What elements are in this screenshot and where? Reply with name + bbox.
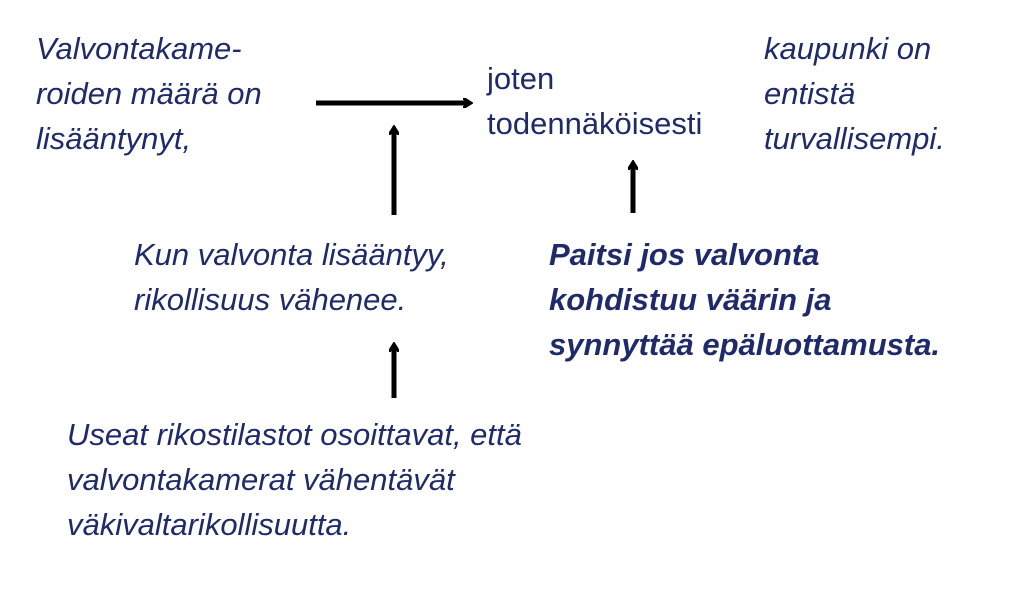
- data-line: lisääntynyt,: [36, 121, 192, 156]
- backing-node: [67, 412, 522, 547]
- rebuttal-line: Paitsi jos valvonta: [549, 237, 820, 272]
- conclusion-line: turvallisempi.: [764, 121, 945, 156]
- rebuttal-node: [549, 232, 940, 367]
- qualifier-node: [487, 56, 702, 146]
- data-line: Valvontakame-: [36, 31, 242, 66]
- data-node: [36, 26, 262, 161]
- qualifier-line: todennäköisesti: [487, 106, 703, 141]
- conclusion-line: kaupunki on: [764, 31, 932, 66]
- backing-line: valvontakamerat vähentävät: [67, 462, 455, 497]
- warrant-line: Kun valvonta lisääntyy,: [134, 237, 449, 272]
- backing-line: väkivaltarikollisuutta.: [67, 507, 352, 542]
- rebuttal-line: kohdistuu väärin ja: [549, 282, 832, 317]
- backing-line: Useat rikostilastot osoittavat, että: [67, 417, 522, 452]
- data-line: roiden määrä on: [36, 76, 262, 111]
- rebuttal-line: synnyttää epäluottamusta.: [549, 327, 941, 362]
- conclusion-node: [764, 26, 945, 161]
- warrant-node: [134, 232, 449, 322]
- conclusion-line: entistä: [764, 76, 856, 111]
- warrant-line: rikollisuus vähenee.: [134, 282, 407, 317]
- qualifier-line: joten: [487, 61, 555, 96]
